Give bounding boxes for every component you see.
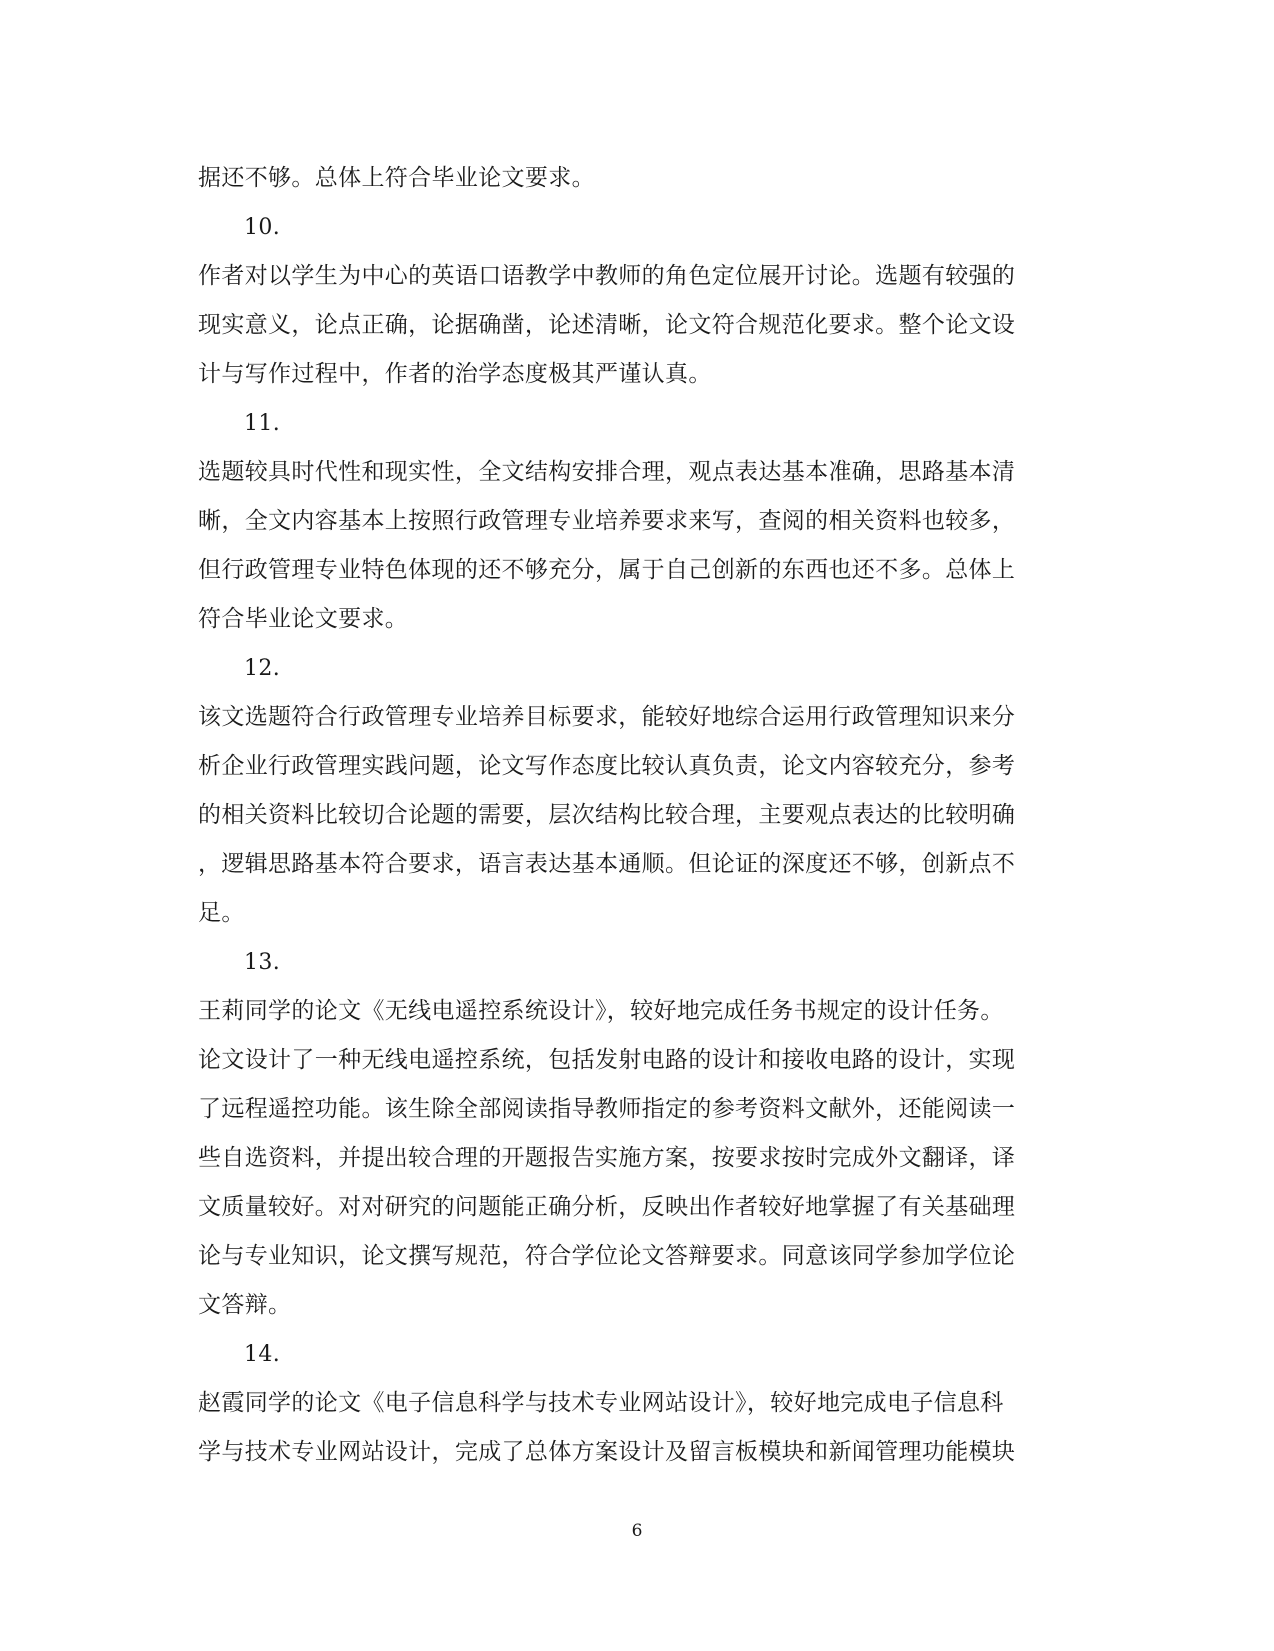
- text-line: 该文选题符合行政管理专业培养目标要求，能较好地综合运用行政管理知识来分: [198, 704, 1016, 730]
- item-number: 11.: [244, 411, 281, 436]
- text-line: ，逻辑思路基本符合要求，语言表达基本通顺。但论证的深度还不够，创新点不: [198, 851, 1016, 877]
- text-line: 足。: [198, 900, 245, 926]
- text-line: 据还不够。总体上符合毕业论文要求。: [198, 165, 595, 191]
- text-line: 晰，全文内容基本上按照行政管理专业培养要求来写，查阅的相关资料也较多，: [198, 508, 1016, 534]
- text-line: 符合毕业论文要求。: [198, 606, 409, 632]
- item-number: 10.: [244, 215, 281, 240]
- text-line: 计与写作过程中，作者的治学态度极其严谨认真。: [198, 361, 712, 387]
- item-number: 14.: [244, 1342, 281, 1367]
- text-line: 现实意义，论点正确，论据确凿，论述清晰，论文符合规范化要求。整个论文设: [198, 312, 1016, 338]
- text-line: 文质量较好。对对研究的问题能正确分析，反映出作者较好地掌握了有关基础理: [198, 1194, 1016, 1220]
- text-line: 赵霞同学的论文《电子信息科学与技术专业网站设计》，较好地完成电子信息科: [198, 1390, 1004, 1416]
- text-line: 些自选资料，并提出较合理的开题报告实施方案，按要求按时完成外文翻译，译: [198, 1145, 1016, 1171]
- text-line: 文答辩。: [198, 1292, 292, 1318]
- text-line: 选题较具时代性和现实性，全文结构安排合理，观点表达基本准确，思路基本清: [198, 459, 1016, 485]
- text-line: 的相关资料比较切合论题的需要，层次结构比较合理，主要观点表达的比较明确: [198, 802, 1016, 828]
- item-number: 13.: [244, 950, 281, 975]
- page-number: 6: [631, 1521, 643, 1541]
- text-line: 论与专业知识，论文撰写规范，符合学位论文答辩要求。同意该同学参加学位论: [198, 1243, 1016, 1269]
- text-line: 作者对以学生为中心的英语口语教学中教师的角色定位展开讨论。选题有较强的: [198, 263, 1016, 289]
- text-line: 但行政管理专业特色体现的还不够充分，属于自己创新的东西也还不多。总体上: [198, 557, 1016, 583]
- item-number: 12.: [244, 656, 281, 681]
- text-line: 王莉同学的论文《无线电遥控系统设计》，较好地完成任务书规定的设计任务。: [198, 998, 1004, 1024]
- text-line: 了远程遥控功能。该生除全部阅读指导教师指定的参考资料文献外，还能阅读一: [198, 1096, 1016, 1122]
- text-line: 论文设计了一种无线电遥控系统，包括发射电路的设计和接收电路的设计，实现: [198, 1047, 1016, 1073]
- text-line: 学与技术专业网站设计，完成了总体方案设计及留言板模块和新闻管理功能模块: [198, 1439, 1016, 1465]
- text-line: 析企业行政管理实践问题，论文写作态度比较认真负责，论文内容较充分，参考: [198, 753, 1016, 779]
- page-body-text: [198, 154, 1078, 1477]
